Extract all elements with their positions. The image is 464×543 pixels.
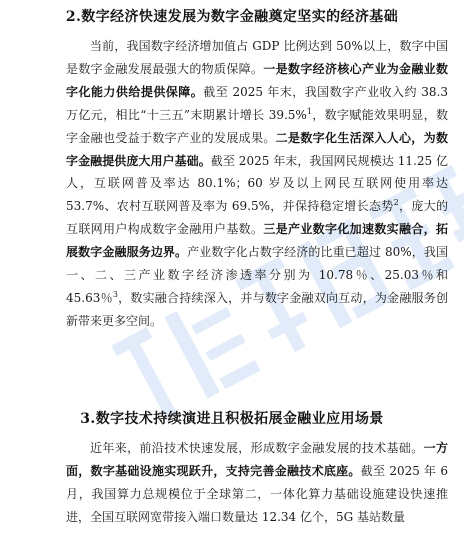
body-sentence: 当前，我国数字经济增加值占 GDP 比例达到 50%以上，数字中国是数字金融发展最强大的物质保障。 [66,39,448,76]
bold-key-point: 一方面，数字基础设施实现跃升，支持完善金融技术底座。 [66,441,448,478]
body-sentence: 近年来，前沿技术快速发展，形成数字金融发展的技术基础。 [90,441,424,455]
section-heading-economic-foundation: 2.数字经济快速发展为数字金融奠定坚实的经济基础 [65,9,399,25]
body-sentence: 产业数字化占数字经济的比重已超过 80%，我国一、二、三产业数字经济渗透率分别为 10.78％、25.03％和 45.63％ [66,245,448,305]
footnote-marker: 2 [393,198,399,208]
bold-key-point: 二是数字化生活深入人心，为数字金融提供庞大用户基础。 [66,130,448,168]
body-sentence: 截至 2025 年末，我国数字产业收入约 38.3 万亿元，相比“十三五”末期累计增长 39.5% [66,84,448,122]
paragraph-digital-economy [66,35,448,333]
footnote-marker: 1 [306,106,312,116]
bold-key-point: 一是数字经济核心产业为金融业数字化能力供给提供保障。 [66,61,448,99]
body-sentence: 截至 2025 年 6 月，我国算力总规模位于全球第二，一体化算力基础设施建设快速推进，全国互联网宽带接入端口数量达 12.34 亿个，5G 基站数量 [66,463,448,524]
section-heading-technology: 3.数字技术持续演进且积极拓展金融业应用场景 [80,411,384,427]
bold-key-point: 三是产业数字化加速数实融合，拓展数字金融服务边界。 [66,222,448,260]
body-sentence: 截至 2025 年末，我国网民规模达 11.25 亿人，互联网普及率达 80.1%；60 岁及以上网民互联网使用率达 53.7%、农村互联网普及率为 69.5%，并保持稳定增长态势 [66,153,448,214]
body-sentence: ，数实融合持续深入，并与数字金融双向互动，为金融服务创新带来更多空间。 [66,290,448,328]
body-sentence: ，庞大的互联网用户构成数字金融用户基数。 [66,199,448,237]
paragraph-digital-technology [66,437,448,529]
body-sentence: ，数字赋能效果明显，数字金融也受益于数字产业的发展成果。 [66,107,448,145]
footnote-marker: 3 [112,289,118,299]
